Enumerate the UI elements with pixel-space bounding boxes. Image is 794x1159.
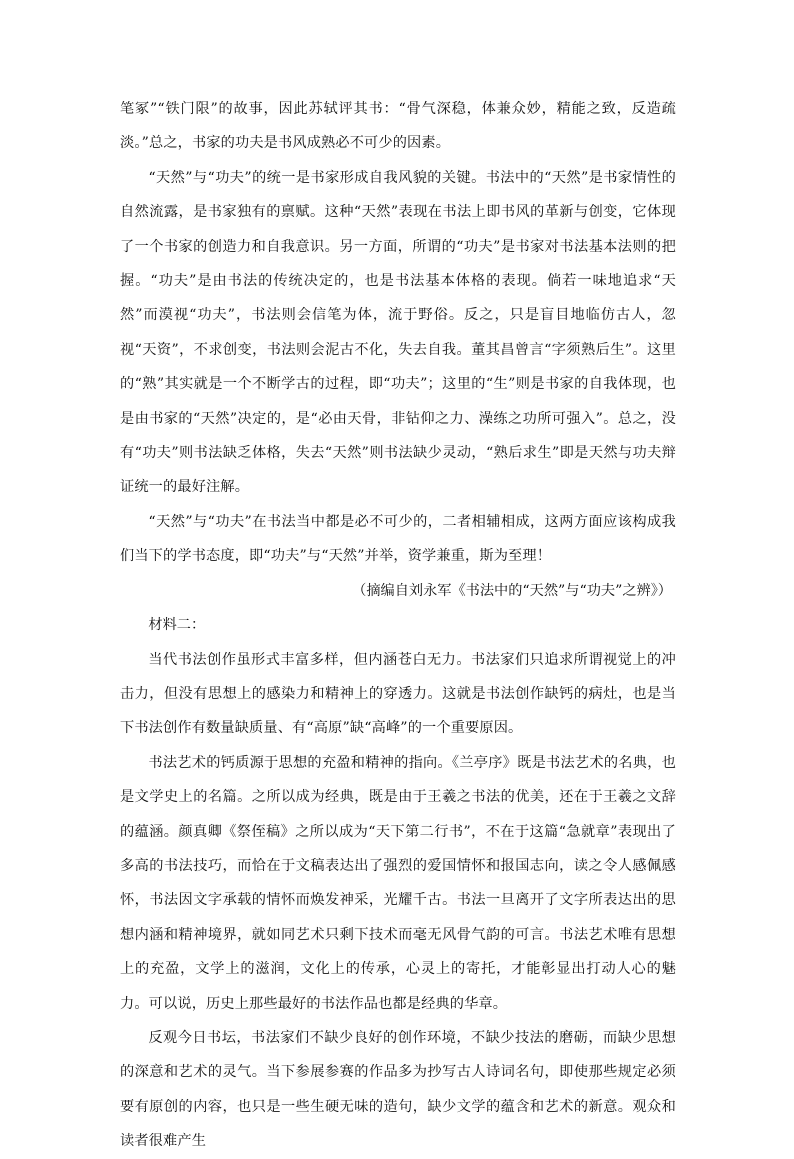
material-two-heading: 材料二：: [148, 617, 206, 634]
paragraph-3: “天然”与“功夫”在书法当中都是必不可少的，二者相辅相成，这两方面应该构成我们当下的学书态度，即“功夫”与“天然”并举，资学兼重，斯为至理！: [120, 513, 676, 565]
paragraph-2: “天然”与“功夫”的统一是书家形成自我风貌的关键。书法中的“天然”是书家情性的自然流露，是书家独有的禀赋。这种“天然”表现在书法上即书风的革新与创变，它体现了一个书家的创造力和自我意识。另一方面，所谓的“功夫”是书家对书法基本法则的把握。“功夫”是由书法的传统决定的，也是书法基本体格的表现。倘若一味地追求“天然”而漠视“功夫”，书法则会信笔为体，流于野俗。反之，只是盲目地临仿古人，忽视“天资”，不求创变，书法则会泥古不化，失去自我。董其昌曾言“字须熟后生”。这里的“熟”其实就是一个不断学古的过程，即“功夫”；这里的“生”则是书家的自我体现，也是由书家的“天然”决定的，是“必由天骨，非钻仰之力、澡练之功所可强入”。总之，没有“功夫”则书法缺乏体格，失去“天然”则书法缺少灵动，“熟后求生”即是天然与功夫辩证统一的最好注解。: [120, 169, 676, 496]
material-two-paragraph-2: 书法艺术的钙质源于思想的充盈和精神的指向。《兰亭序》既是书法艺术的名典，也是文学史上的名篇。之所以成为经典，既是由于王羲之书法的优美，还在于王羲之文辞的蕴涵。颜真卿《祭侄稿》之所以成为“天下第二行书”，不在于这篇“急就章”表现出了多高的书法技巧，而恰在于文稿表达出了强烈的爱国情怀和报国志向，读之令人感佩感怀，书法因文字承载的情怀而焕发神采，光耀千古。书法一旦离开了文字所表达出的思想内涵和精神境界，就如同艺术只剩下技术而毫无风骨气韵的可言。书法艺术唯有思想上的充盈，文学上的滋润，文化上的传承，心灵上的寄托，才能彰显出打动人心的魅力。可以说，历史上那些最好的书法作品也都是经典的华章。: [120, 754, 676, 1012]
material-two-paragraph-3: 反观今日书坛，书法家们不缺少良好的创作环境，不缺少技法的磨砺，而缺少思想的深意和艺术的灵气。当下参展参赛的作品多为抄写古人诗词名句，即使那些规定必须要有原创的内容，也只是一些生硬无味的造句，缺少文学的蕴含和艺术的新意。观众和读者很难产生: [120, 1029, 676, 1150]
source-citation: （摘编自刘永军《书法中的“天然”与“功夫”之辨》）: [352, 582, 672, 599]
document-page: [120, 92, 676, 1159]
material-two-paragraph-1: 当代书法创作虽形式丰富多样，但内涵苍白无力。书法家们只追求所谓视觉上的冲击力，但没有思想上的感染力和精神上的穿透力。这就是书法创作缺钙的病灶，也是当下书法创作有数量缺质量、有“高原”缺“高峰”的一个重要原因。: [120, 651, 676, 737]
paragraph-1: 笔冢”“铁门限”的故事，因此苏轼评其书：“骨气深稳，体兼众妙，精能之致，反造疏淡。”总之，书家的功夫是书风成熟必不可少的因素。: [120, 101, 676, 152]
